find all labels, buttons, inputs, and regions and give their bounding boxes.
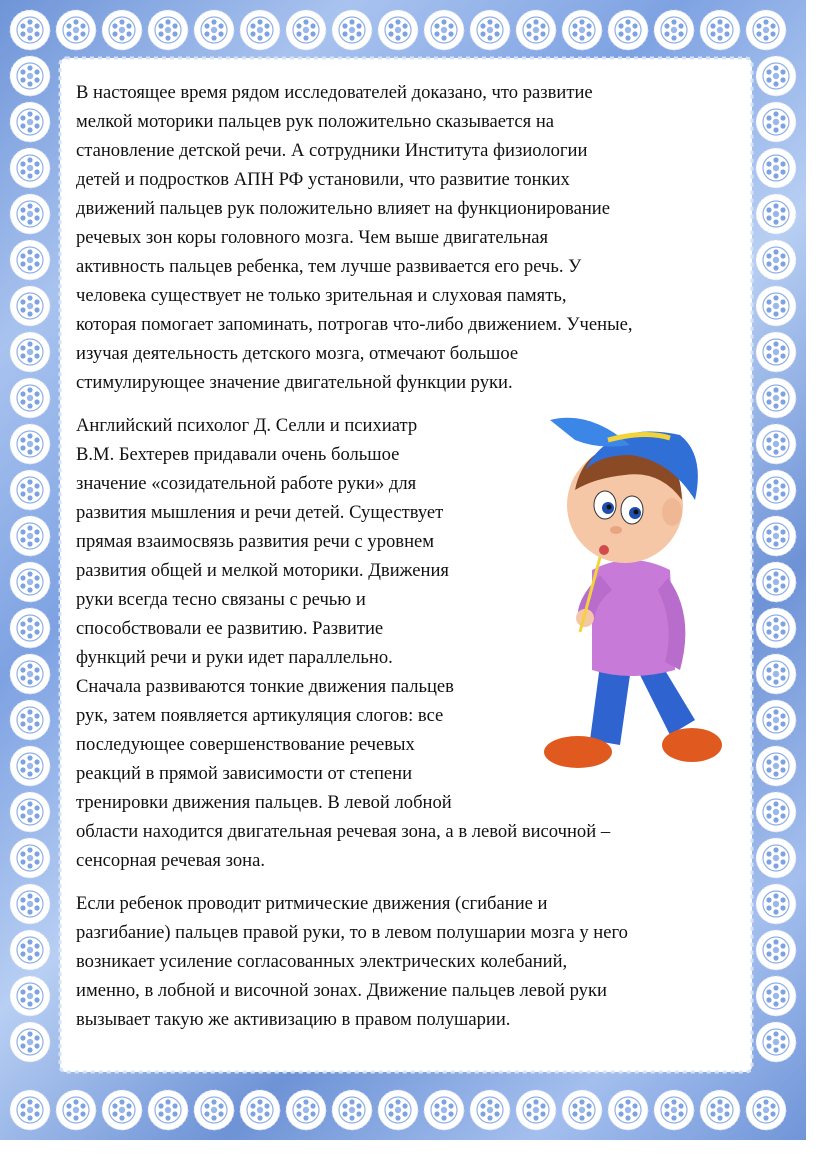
lace-doily	[56, 10, 96, 50]
text-line: руки всегда тесно связаны с речью и	[76, 589, 366, 610]
lace-doily	[10, 700, 50, 740]
boy-right-shoe	[662, 728, 722, 762]
text-line: функций речи и руки идет параллельно.	[76, 647, 393, 668]
lace-doily	[756, 562, 796, 602]
lace-doily	[700, 10, 740, 50]
lace-doily	[562, 10, 602, 50]
lace-doily	[10, 792, 50, 832]
text-line: В настоящее время рядом исследователей доказано, что развитие	[76, 82, 593, 103]
text-line: В.М. Бехтерев придавали очень большое	[76, 444, 400, 465]
lace-doily	[470, 1090, 510, 1130]
lace-doily	[10, 332, 50, 372]
lace-doily	[10, 884, 50, 924]
lace-doily	[756, 148, 796, 188]
lace-doily	[608, 1090, 648, 1130]
text-line: Английский психолог Д. Селли и психиатр	[76, 415, 418, 436]
lace-doily	[756, 286, 796, 326]
lace-doily	[424, 1090, 464, 1130]
text-line: изучая деятельность детского мозга, отмечают большое	[76, 343, 519, 364]
lace-doily	[10, 1090, 50, 1130]
text-line: человека существует не только зрительная и слуховая память,	[76, 285, 567, 306]
lace-doily	[756, 378, 796, 418]
lace-doily	[332, 1090, 372, 1130]
lace-doily	[10, 56, 50, 96]
lace-doily	[10, 378, 50, 418]
lace-doily	[756, 746, 796, 786]
lace-doily	[516, 10, 556, 50]
lace-doily	[470, 10, 510, 50]
lace-doily	[756, 424, 796, 464]
lace-doily	[10, 10, 50, 50]
lace-doily	[194, 1090, 234, 1130]
lace-doily	[240, 10, 280, 50]
lace-doily	[286, 1090, 326, 1130]
lace-doily	[608, 10, 648, 50]
lace-doily	[10, 838, 50, 878]
lace-doily	[756, 654, 796, 694]
lace-doily	[756, 976, 796, 1016]
lace-doily	[756, 194, 796, 234]
lace-doily	[516, 1090, 556, 1130]
lace-doily	[10, 562, 50, 602]
lace-doily	[10, 148, 50, 188]
boy-left-leg	[590, 665, 630, 745]
lace-doily	[756, 608, 796, 648]
lace-doily	[756, 930, 796, 970]
text-line: прямая взаимосвязь развития речи с уровнем	[76, 531, 435, 552]
lace-doily	[756, 56, 796, 96]
boy-left-shoe	[544, 736, 612, 768]
paragraph-1	[76, 78, 736, 397]
lace-doily	[756, 1022, 796, 1062]
text-line: именно, в лобной и височной зонах. Движение пальцев левой руки	[76, 980, 607, 1001]
text-line: реакций в прямой зависимости от степени	[76, 763, 413, 784]
text-line: стимулирующее значение двигательной функции руки.	[76, 372, 513, 393]
lace-doily	[378, 1090, 418, 1130]
boy-cap-visor	[550, 418, 630, 447]
text-line: становление детской речи. А сотрудники Института физиологии	[76, 140, 588, 161]
lace-doily	[756, 884, 796, 924]
lace-doily	[756, 240, 796, 280]
text-line: рук, затем появляется артикуляция слогов: все	[76, 705, 444, 726]
lace-doily	[10, 286, 50, 326]
text-line: значение «созидательной работе руки» для	[76, 473, 417, 494]
text-line: Сначала развиваются тонкие движения пальцев	[76, 676, 454, 697]
lace-doily	[56, 1090, 96, 1130]
lace-doily	[10, 102, 50, 142]
text-line: Если ребенок проводит ритмические движения (сгибание и	[76, 893, 548, 914]
text-line: способствовали ее развитию. Развитие	[76, 618, 384, 639]
lace-doily	[562, 1090, 602, 1130]
lace-doily	[756, 102, 796, 142]
lace-doily	[10, 516, 50, 556]
lace-doily	[756, 332, 796, 372]
lace-doily	[10, 746, 50, 786]
text-line: развития общей и мелкой моторики. Движения	[76, 560, 449, 581]
text-line: разгибание) пальцев правой руки, то в левом полушарии мозга у него	[76, 922, 628, 943]
text-line: сенсорная речевая зона.	[76, 850, 265, 871]
text-line: которая помогает запоминать, потрогав что-либо движением. Ученые,	[76, 314, 633, 335]
lace-doily	[10, 654, 50, 694]
lace-doily	[148, 10, 188, 50]
lace-doily	[10, 1022, 50, 1062]
text-line: возникает усиление согласованных электрических колебаний,	[76, 951, 568, 972]
text-line: детей и подростков АПН РФ установили, что развитие тонких	[76, 169, 570, 190]
lace-doily	[700, 1090, 740, 1130]
boy-shirt	[592, 560, 675, 676]
lace-doily	[654, 1090, 694, 1130]
lace-doily	[424, 10, 464, 50]
lace-doily	[10, 930, 50, 970]
lace-doily	[756, 792, 796, 832]
lace-doily	[102, 10, 142, 50]
text-line: мелкой моторики пальцев рук положительно сказывается на	[76, 111, 555, 132]
paragraph-3	[76, 889, 736, 1034]
walking-boy-illustration	[530, 400, 730, 800]
lace-doily	[756, 700, 796, 740]
text-line: вызывает такую же активизацию в правом полушарии.	[76, 1009, 511, 1030]
text-line: движений пальцев рук положительно влияет на функционирование	[76, 198, 610, 219]
text-line: активность пальцев ребенка, тем лучше развивается его речь. У	[76, 256, 582, 277]
lace-doily	[10, 194, 50, 234]
lace-doily	[102, 1090, 142, 1130]
lace-doily	[654, 10, 694, 50]
lace-doily	[10, 976, 50, 1016]
text-line: области находится двигательная речевая зона, а в левой височной –	[76, 821, 611, 842]
lace-doily	[148, 1090, 188, 1130]
lace-doily	[746, 10, 786, 50]
lace-doily	[756, 838, 796, 878]
lace-doily	[10, 424, 50, 464]
lace-doily	[746, 1090, 786, 1130]
text-line: развития мышления и речи детей. Существует	[76, 502, 444, 523]
lace-doily	[10, 240, 50, 280]
text-line: последующее совершенствование речевых	[76, 734, 415, 755]
lace-doily	[332, 10, 372, 50]
text-line: речевых зон коры головного мозга. Чем выше двигательная	[76, 227, 549, 248]
lace-doily	[378, 10, 418, 50]
lace-doily	[240, 1090, 280, 1130]
lace-doily	[10, 470, 50, 510]
lace-doily	[10, 608, 50, 648]
text-line: тренировки движения пальцев. В левой лобной	[76, 792, 452, 813]
lace-doily	[286, 10, 326, 50]
lace-doily	[756, 516, 796, 556]
lace-doily	[756, 470, 796, 510]
lace-doily	[194, 10, 234, 50]
